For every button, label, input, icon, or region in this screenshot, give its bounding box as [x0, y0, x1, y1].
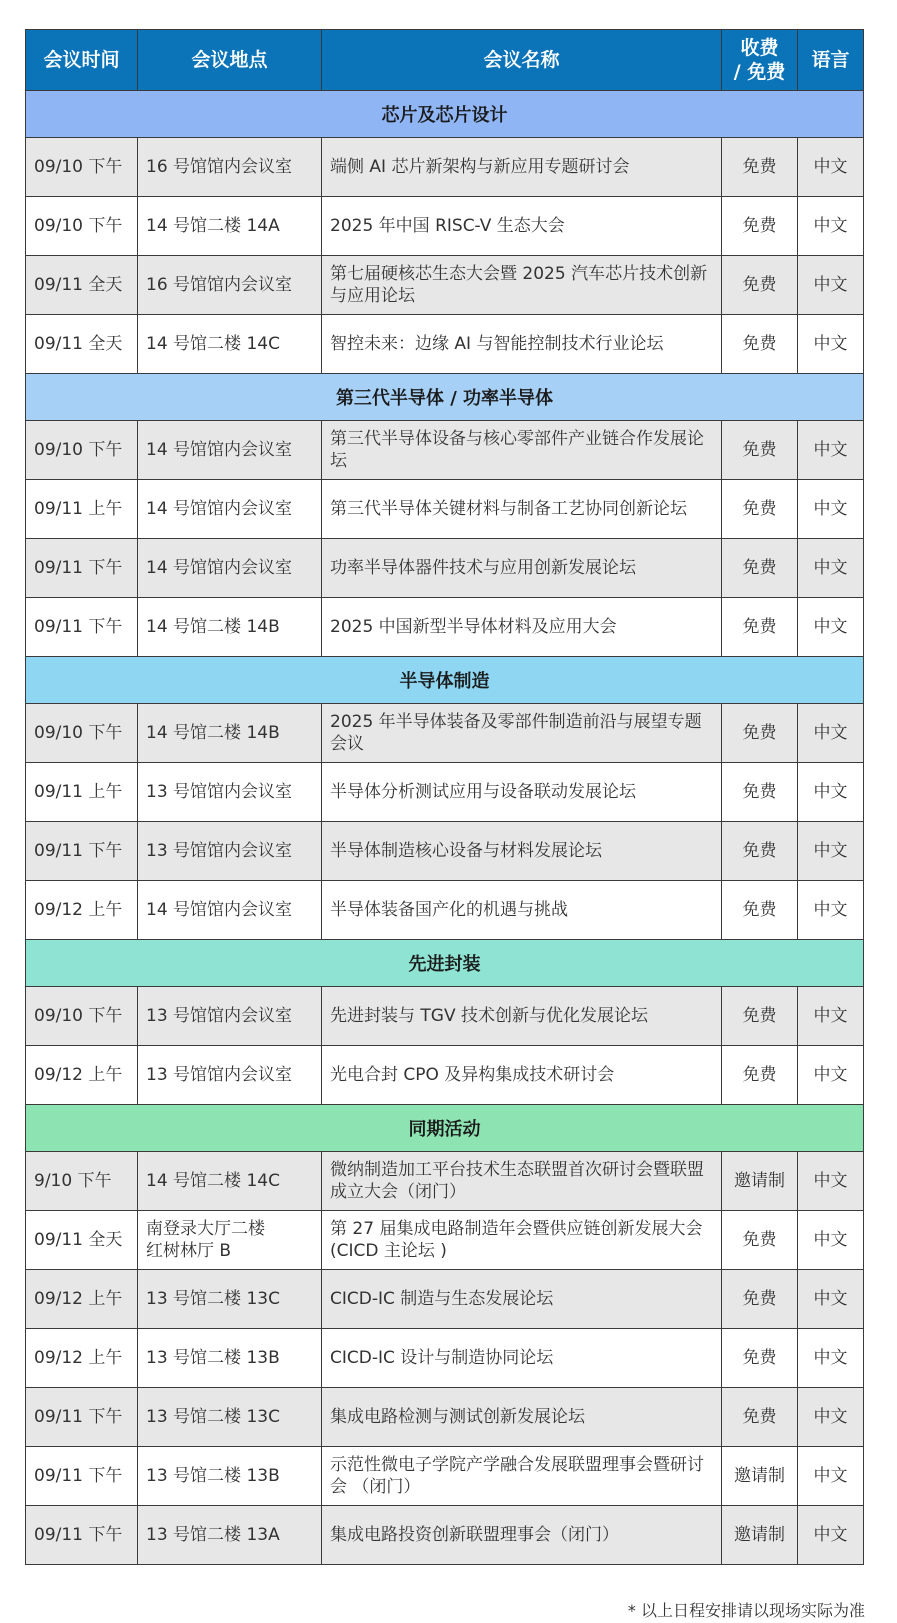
- cell-time: 09/12 上午: [26, 881, 138, 940]
- cell-location: 13 号馆馆内会议室: [138, 822, 322, 881]
- header-fee: 收费 / 免费: [722, 30, 798, 91]
- cell-name: 示范性微电子学院产学融合发展联盟理事会暨研讨会 （闭门）: [322, 1447, 722, 1506]
- cell-location: 13 号馆二楼 13C: [138, 1270, 322, 1329]
- cell-location: 14 号馆二楼 14A: [138, 197, 322, 256]
- cell-fee: 免费: [722, 197, 798, 256]
- cell-name: 2025 中国新型半导体材料及应用大会: [322, 598, 722, 657]
- table-row: [26, 881, 864, 940]
- cell-location: 13 号馆馆内会议室: [138, 1046, 322, 1105]
- section-header-row: [26, 374, 864, 421]
- cell-name: 半导体装备国产化的机遇与挑战: [322, 881, 722, 940]
- table-row: [26, 138, 864, 197]
- cell-fee: 免费: [722, 1046, 798, 1105]
- cell-language: 中文: [798, 315, 864, 374]
- cell-name: CICD-IC 制造与生态发展论坛: [322, 1270, 722, 1329]
- cell-language: 中文: [798, 1152, 864, 1211]
- cell-fee: 免费: [722, 1329, 798, 1388]
- cell-language: 中文: [798, 1388, 864, 1447]
- cell-time: 09/11 下午: [26, 1388, 138, 1447]
- cell-fee: 免费: [722, 315, 798, 374]
- cell-language: 中文: [798, 822, 864, 881]
- cell-language: 中文: [798, 598, 864, 657]
- cell-location: 16 号馆馆内会议室: [138, 256, 322, 315]
- cell-fee: 邀请制: [722, 1506, 798, 1565]
- cell-time: 09/11 上午: [26, 480, 138, 539]
- cell-time: 09/12 上午: [26, 1329, 138, 1388]
- cell-fee: 免费: [722, 598, 798, 657]
- cell-language: 中文: [798, 1329, 864, 1388]
- cell-fee: 免费: [722, 421, 798, 480]
- cell-time: 09/11 上午: [26, 763, 138, 822]
- cell-language: 中文: [798, 1211, 864, 1270]
- cell-location: 14 号馆馆内会议室: [138, 539, 322, 598]
- table-row: [26, 763, 864, 822]
- cell-location: 14 号馆馆内会议室: [138, 480, 322, 539]
- cell-time: 09/11 下午: [26, 1506, 138, 1565]
- cell-location: 14 号馆二楼 14B: [138, 598, 322, 657]
- cell-name: 第 27 届集成电路制造年会暨供应链创新发展大会 (CICD 主论坛 ): [322, 1211, 722, 1270]
- cell-name: 智控未来：边缘 AI 与智能控制技术行业论坛: [322, 315, 722, 374]
- cell-location: 13 号馆二楼 13A: [138, 1506, 322, 1565]
- cell-name: 集成电路检测与测试创新发展论坛: [322, 1388, 722, 1447]
- cell-name: 第三代半导体设备与核心零部件产业链合作发展论坛: [322, 421, 722, 480]
- cell-location: 14 号馆二楼 14C: [138, 1152, 322, 1211]
- section-header-row: [26, 1105, 864, 1152]
- cell-language: 中文: [798, 480, 864, 539]
- table-row: [26, 480, 864, 539]
- schedule-container: [25, 29, 863, 1565]
- cell-location: 南登录大厅二楼 红树林厅 B: [138, 1211, 322, 1270]
- cell-name: 微纳制造加工平台技术生态联盟首次研讨会暨联盟成立大会（闭门）: [322, 1152, 722, 1211]
- cell-location: 13 号馆二楼 13C: [138, 1388, 322, 1447]
- table-row: [26, 822, 864, 881]
- cell-language: 中文: [798, 539, 864, 598]
- cell-name: 2025 年中国 RISC-V 生态大会: [322, 197, 722, 256]
- cell-location: 13 号馆馆内会议室: [138, 987, 322, 1046]
- cell-language: 中文: [798, 704, 864, 763]
- section-title: 第三代半导体 / 功率半导体: [26, 374, 864, 421]
- cell-time: 9/10 下午: [26, 1152, 138, 1211]
- cell-name: 集成电路投资创新联盟理事会（闭门）: [322, 1506, 722, 1565]
- table-row: [26, 1211, 864, 1270]
- cell-location: 14 号馆馆内会议室: [138, 881, 322, 940]
- cell-fee: 免费: [722, 1211, 798, 1270]
- cell-name: 第七届硬核芯生态大会暨 2025 汽车芯片技术创新与应用论坛: [322, 256, 722, 315]
- cell-name: 光电合封 CPO 及异构集成技术研讨会: [322, 1046, 722, 1105]
- cell-fee: 免费: [722, 1388, 798, 1447]
- table-row: [26, 256, 864, 315]
- table-row: [26, 598, 864, 657]
- cell-language: 中文: [798, 987, 864, 1046]
- section-title: 同期活动: [26, 1105, 864, 1152]
- cell-time: 09/10 下午: [26, 704, 138, 763]
- cell-time: 09/11 下午: [26, 539, 138, 598]
- cell-fee: 免费: [722, 881, 798, 940]
- table-row: [26, 539, 864, 598]
- footnote: * 以上日程安排请以现场实际为准: [627, 1601, 865, 1620]
- cell-language: 中文: [798, 881, 864, 940]
- cell-time: 09/11 全天: [26, 256, 138, 315]
- header-time: 会议时间: [26, 30, 138, 91]
- table-row: [26, 1152, 864, 1211]
- cell-language: 中文: [798, 1447, 864, 1506]
- cell-fee: 邀请制: [722, 1152, 798, 1211]
- cell-location: 14 号馆二楼 14B: [138, 704, 322, 763]
- header-language: 语言: [798, 30, 864, 91]
- cell-name: 端侧 AI 芯片新架构与新应用专题研讨会: [322, 138, 722, 197]
- table-row: [26, 987, 864, 1046]
- cell-language: 中文: [798, 256, 864, 315]
- table-header-row: [26, 30, 864, 91]
- cell-language: 中文: [798, 763, 864, 822]
- header-name: 会议名称: [322, 30, 722, 91]
- cell-location: 13 号馆馆内会议室: [138, 763, 322, 822]
- cell-name: 半导体分析测试应用与设备联动发展论坛: [322, 763, 722, 822]
- section-header-row: [26, 657, 864, 704]
- cell-fee: 免费: [722, 256, 798, 315]
- cell-fee: 免费: [722, 822, 798, 881]
- cell-name: 功率半导体器件技术与应用创新发展论坛: [322, 539, 722, 598]
- table-row: [26, 704, 864, 763]
- cell-fee: 免费: [722, 138, 798, 197]
- cell-language: 中文: [798, 1270, 864, 1329]
- cell-fee: 免费: [722, 1270, 798, 1329]
- cell-fee: 免费: [722, 704, 798, 763]
- table-row: [26, 1046, 864, 1105]
- cell-time: 09/11 下午: [26, 598, 138, 657]
- cell-time: 09/11 全天: [26, 315, 138, 374]
- section-title: 半导体制造: [26, 657, 864, 704]
- cell-time: 09/10 下午: [26, 421, 138, 480]
- cell-time: 09/12 上午: [26, 1046, 138, 1105]
- cell-fee: 免费: [722, 763, 798, 822]
- cell-name: 先进封装与 TGV 技术创新与优化发展论坛: [322, 987, 722, 1046]
- cell-name: 2025 年半导体装备及零部件制造前沿与展望专题会议: [322, 704, 722, 763]
- section-title: 先进封装: [26, 940, 864, 987]
- table-row: [26, 421, 864, 480]
- section-header-row: [26, 91, 864, 138]
- cell-time: 09/10 下午: [26, 987, 138, 1046]
- table-row: [26, 1270, 864, 1329]
- cell-fee: 免费: [722, 987, 798, 1046]
- section-header-row: [26, 940, 864, 987]
- cell-name: CICD-IC 设计与制造协同论坛: [322, 1329, 722, 1388]
- cell-language: 中文: [798, 138, 864, 197]
- header-location: 会议地点: [138, 30, 322, 91]
- cell-location: 16 号馆馆内会议室: [138, 138, 322, 197]
- cell-language: 中文: [798, 421, 864, 480]
- cell-name: 半导体制造核心设备与材料发展论坛: [322, 822, 722, 881]
- cell-time: 09/10 下午: [26, 138, 138, 197]
- cell-time: 09/12 上午: [26, 1270, 138, 1329]
- cell-location: 13 号馆二楼 13B: [138, 1447, 322, 1506]
- cell-language: 中文: [798, 1506, 864, 1565]
- cell-time: 09/11 全天: [26, 1211, 138, 1270]
- cell-name: 第三代半导体关键材料与制备工艺协同创新论坛: [322, 480, 722, 539]
- cell-time: 09/10 下午: [26, 197, 138, 256]
- cell-time: 09/11 下午: [26, 1447, 138, 1506]
- table-row: [26, 1329, 864, 1388]
- section-title: 芯片及芯片设计: [26, 91, 864, 138]
- table-row: [26, 197, 864, 256]
- schedule-table: [25, 29, 864, 1565]
- cell-location: 14 号馆馆内会议室: [138, 421, 322, 480]
- table-body: [26, 91, 864, 1565]
- cell-time: 09/11 下午: [26, 822, 138, 881]
- table-row: [26, 1388, 864, 1447]
- cell-location: 13 号馆二楼 13B: [138, 1329, 322, 1388]
- cell-language: 中文: [798, 1046, 864, 1105]
- cell-fee: 免费: [722, 539, 798, 598]
- cell-language: 中文: [798, 197, 864, 256]
- table-row: [26, 1506, 864, 1565]
- cell-fee: 邀请制: [722, 1447, 798, 1506]
- cell-location: 14 号馆二楼 14C: [138, 315, 322, 374]
- table-row: [26, 315, 864, 374]
- table-row: [26, 1447, 864, 1506]
- cell-fee: 免费: [722, 480, 798, 539]
